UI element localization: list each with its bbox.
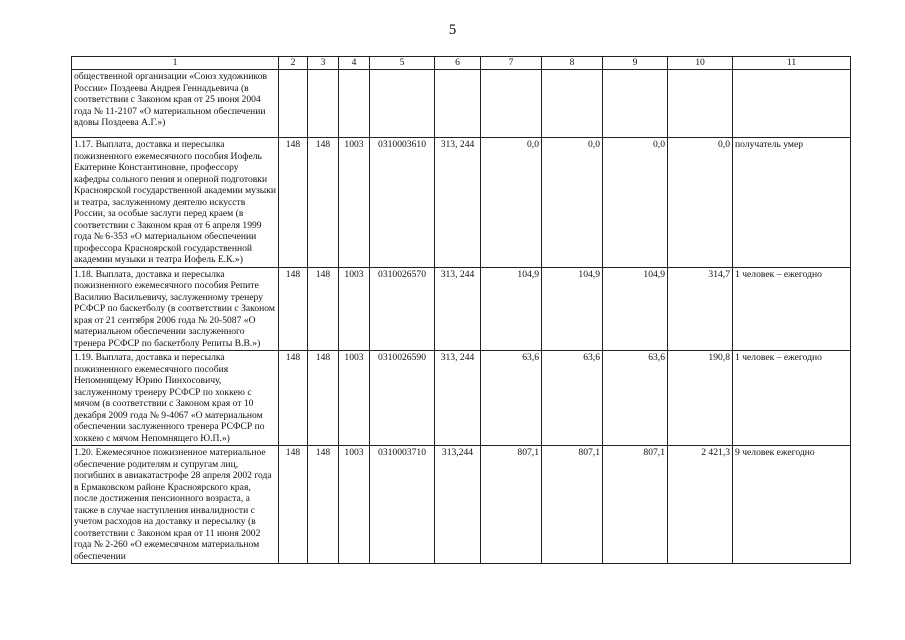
row-description: 1.20. Ежемесячное пожизненное материальное обеспечение родителям и супругам лиц, погибших в авиакатастрофе 28 апреля 2002 года в Ермаковском районе Красноярского края, после достижения пенсионного возраста, а также в случае наступления инвалидности с учетом расходов на доставку и пересылку (в соответствии с Законом края от 11 июня 2002 года № 2-260 «О ежемесячном материальном обеспечении <box>72 446 279 564</box>
cell-col-3: 148 <box>308 351 339 446</box>
cell-col-4: 1003 <box>339 446 370 564</box>
table-row <box>72 446 851 564</box>
cell-col-8: 104,9 <box>542 267 603 351</box>
cell-col-4: 1003 <box>339 138 370 268</box>
cell-col-7 <box>481 70 542 138</box>
cell-col-9: 104,9 <box>603 267 668 351</box>
cell-col-9: 63,6 <box>603 351 668 446</box>
row-description: общественной организации «Союз художников России» Поздеева Андрея Геннадьевича (в соответствии с Законом края от 25 июня 2004 года № 11-2107 «О материальном обеспечении вдовы Поздеева А.Г.») <box>72 70 279 138</box>
cell-col-10 <box>668 70 733 138</box>
cell-col-8: 807,1 <box>542 446 603 564</box>
cell-col-6: 313, 244 <box>435 351 481 446</box>
table-row <box>72 138 851 268</box>
cell-col-6 <box>435 70 481 138</box>
cell-col-11: получатель умер <box>733 138 851 268</box>
table-row <box>72 70 851 138</box>
cell-col-11: 1 человек – ежегодно <box>733 267 851 351</box>
cell-col-9 <box>603 70 668 138</box>
cell-col-7: 807,1 <box>481 446 542 564</box>
cell-col-7: 0,0 <box>481 138 542 268</box>
cell-col-11 <box>733 70 851 138</box>
cell-col-8 <box>542 70 603 138</box>
cell-col-5 <box>370 70 435 138</box>
cell-col-9: 0,0 <box>603 138 668 268</box>
row-description: 1.18. Выплата, доставка и пересылка пожизненного ежемесячного пособия Репите Василию Васильевичу, заслуженному тренеру РСФСР по баскетболу (в соответствии с Законом края от 21 сентября 2006 года № 20-5087 «О материальном обеспечении заслуженного тренера РСФСР по баскетболу Репиты В.В.») <box>72 267 279 351</box>
cell-col-11: 9 человек ежегодно <box>733 446 851 564</box>
cell-col-4: 1003 <box>339 351 370 446</box>
cell-col-5: 0310003610 <box>370 138 435 268</box>
cell-col-9: 807,1 <box>603 446 668 564</box>
row-description: 1.17. Выплата, доставка и пересылка пожизненного ежемесячного пособия Иофель Екатерине Константиновне, профессору кафедры сольного пения и оперной подготовки Красноярской государственной академии музыки и театра, заслуженному деятелю искусств России, за особые заслуги перед краем (в соответствии с Законом края от 6 апреля 1999 года № 6-353 «О материальном обеспечении профессора Красноярской государственной академии музыки и театра Иофель Е.К.») <box>72 138 279 268</box>
column-header: 2 <box>279 57 308 70</box>
cell-col-7: 104,9 <box>481 267 542 351</box>
cell-col-5: 0310003710 <box>370 446 435 564</box>
cell-col-6: 313, 244 <box>435 138 481 268</box>
cell-col-3: 148 <box>308 446 339 564</box>
row-description: 1.19. Выплата, доставка и пересылка пожизненного ежемесячного пособия Непомнящему Юрию Пинхосовичу, заслуженному тренеру РСФСР по хоккею с мячом (в соответствии с Законом края от 10 декабря 2009 года № 9-4067 «О материальном обеспечении заслуженного тренера РСФСР по хоккею с мячом Непомнящего Ю.П.») <box>72 351 279 446</box>
cell-col-3: 148 <box>308 138 339 268</box>
cell-col-10: 0,0 <box>668 138 733 268</box>
cell-col-8: 63,6 <box>542 351 603 446</box>
budget-table <box>71 56 851 564</box>
column-header: 11 <box>733 57 851 70</box>
cell-col-2: 148 <box>279 267 308 351</box>
cell-col-2: 148 <box>279 138 308 268</box>
column-header: 1 <box>72 57 279 70</box>
column-header: 9 <box>603 57 668 70</box>
column-header: 8 <box>542 57 603 70</box>
cell-col-4 <box>339 70 370 138</box>
cell-col-2: 148 <box>279 351 308 446</box>
cell-col-2: 148 <box>279 446 308 564</box>
column-header: 5 <box>370 57 435 70</box>
cell-col-2 <box>279 70 308 138</box>
cell-col-6: 313,244 <box>435 446 481 564</box>
cell-col-5: 0310026590 <box>370 351 435 446</box>
column-header: 10 <box>668 57 733 70</box>
column-header: 6 <box>435 57 481 70</box>
cell-col-10: 314,7 <box>668 267 733 351</box>
cell-col-8: 0,0 <box>542 138 603 268</box>
cell-col-3 <box>308 70 339 138</box>
cell-col-3: 148 <box>308 267 339 351</box>
column-header: 3 <box>308 57 339 70</box>
cell-col-4: 1003 <box>339 267 370 351</box>
column-header: 7 <box>481 57 542 70</box>
cell-col-11: 1 человек – ежегодно <box>733 351 851 446</box>
column-header: 4 <box>339 57 370 70</box>
cell-col-6: 313, 244 <box>435 267 481 351</box>
table-row <box>72 267 851 351</box>
cell-col-10: 2 421,3 <box>668 446 733 564</box>
cell-col-10: 190,8 <box>668 351 733 446</box>
cell-col-5: 0310026570 <box>370 267 435 351</box>
table-row <box>72 351 851 446</box>
table-header-row <box>72 57 851 70</box>
cell-col-7: 63,6 <box>481 351 542 446</box>
page-number: 5 <box>448 22 457 38</box>
